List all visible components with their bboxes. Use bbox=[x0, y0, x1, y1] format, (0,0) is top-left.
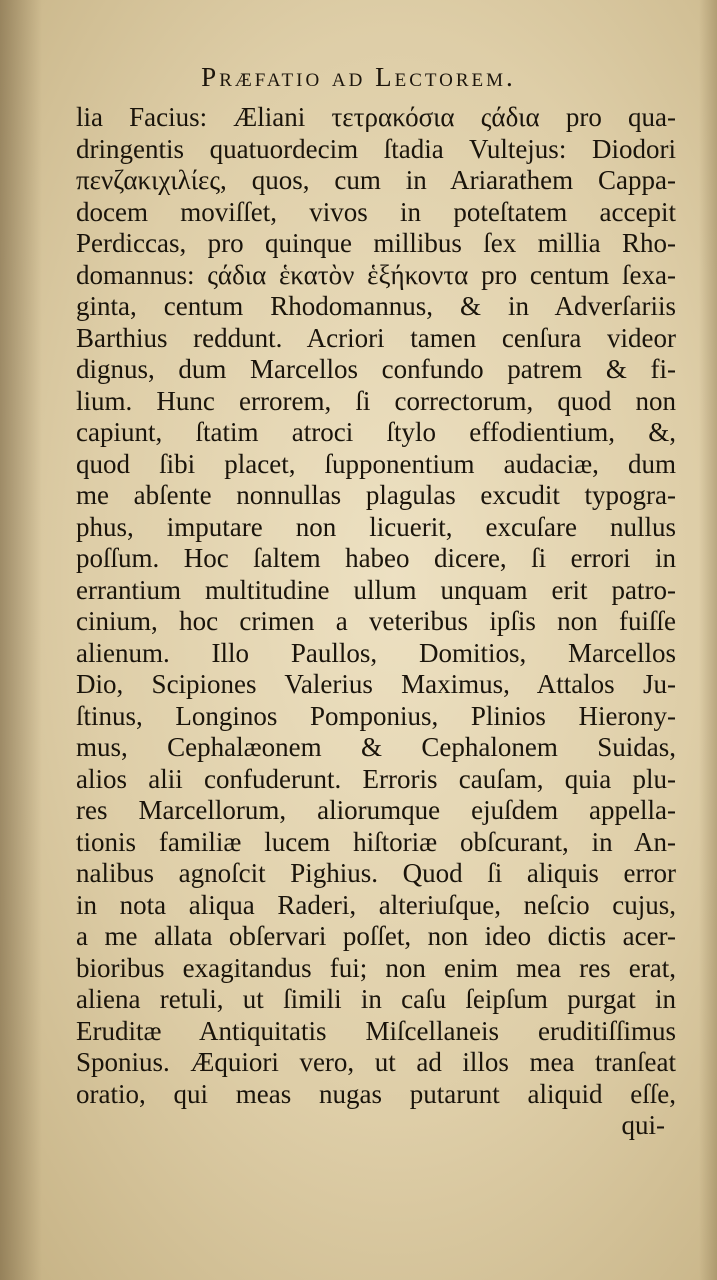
text-line: Barthius reddunt. Acriori tamen cenſura videor bbox=[76, 322, 676, 353]
text-line: nalibus agnoſcit Pighius. Quod ſi aliquis error bbox=[76, 858, 676, 888]
text-line: in nota aliqua Raderi, alteriuſque, neſcio cujus, bbox=[76, 889, 676, 920]
running-header: Præfatio ad Lectorem. bbox=[201, 62, 516, 92]
text-line: cinium, hoc crimen a veteribus ipſis non fuiſſe bbox=[76, 606, 676, 636]
text-line: alienum. Illo Paullos, Domitios, Marcellos bbox=[76, 637, 676, 668]
text-line: capiunt, ſtatim atroci ſtylo effodientium, &, bbox=[76, 417, 676, 447]
text-line: ſtinus, Longinos Pomponius, Plinios Hierony- bbox=[76, 700, 676, 731]
text-line: phus, imputare non licuerit, excuſare nullus bbox=[76, 511, 676, 542]
text-line: a me allata obſervari poſſet, non ideo dictis acer- bbox=[76, 921, 676, 951]
text-line: tionis familiæ lucem hiſtoriæ obſcurant, in An- bbox=[76, 826, 676, 857]
text-line: dignus, dum Marcellos confundo patrem & fi- bbox=[76, 354, 676, 384]
body-text bbox=[76, 102, 676, 1110]
text-line: alios alii confuderunt. Erroris cauſam, quia plu- bbox=[76, 763, 676, 794]
text-line: errantium multitudine ullum unquam erit patro- bbox=[76, 574, 676, 605]
text-line: bioribus exagitandus fui; non enim mea res erat, bbox=[76, 952, 676, 983]
text-line: lium. Hunc errorem, ſi correctorum, quod non bbox=[76, 385, 676, 416]
text-line: ginta, centum Rhodomannus, & in Adverſariis bbox=[76, 291, 676, 321]
text-line: Perdiccas, pro quinque millibus ſex millia Rho- bbox=[76, 228, 676, 258]
text-line: aliena retuli, ut ſimili in caſu ſeipſum purgat in bbox=[76, 984, 676, 1014]
text-line: Eruditæ Antiquitatis Miſcellaneis eruditiſſimus bbox=[76, 1015, 676, 1046]
text-line: oratio, qui meas nugas putarunt aliquid eſſe, bbox=[76, 1078, 676, 1109]
gutter-shadow bbox=[0, 0, 42, 1280]
text-line: docem moviſſet, vivos in poteſtatem accepit bbox=[76, 196, 676, 227]
text-line: res Marcellorum, aliorumque ejuſdem appella- bbox=[76, 795, 676, 825]
text-line: πενζακιχιλίες, quos, cum in Ariarathem Cappa- bbox=[76, 165, 676, 195]
text-line: Sponius. Æquiori vero, ut ad illos mea tranſeat bbox=[76, 1047, 676, 1077]
text-line: lia Facius: Æliani τετρακόσια ςάδια pro qua- bbox=[76, 102, 676, 132]
text-line: me abſente nonnullas plagulas excudit typogra- bbox=[76, 480, 676, 510]
text-line: quod ſibi placet, ſupponentium audaciæ, dum bbox=[76, 448, 676, 479]
text-line: domannus: ςάδια ἑκατὸν ἑξήκοντα pro centum ſexa- bbox=[76, 259, 676, 290]
text-line: mus, Cephalæonem & Cephalonem Suidas, bbox=[76, 732, 676, 762]
catchword: qui- bbox=[621, 1110, 665, 1140]
text-line: dringentis quatuordecim ſtadia Vultejus: Diodori bbox=[76, 133, 676, 164]
page-edge-shadow bbox=[699, 0, 717, 1280]
text-line: poſſum. Hoc ſaltem habeo dicere, ſi errori in bbox=[76, 543, 676, 573]
text-line: Dio, Scipiones Valerius Maximus, Attalos Ju- bbox=[76, 669, 676, 699]
